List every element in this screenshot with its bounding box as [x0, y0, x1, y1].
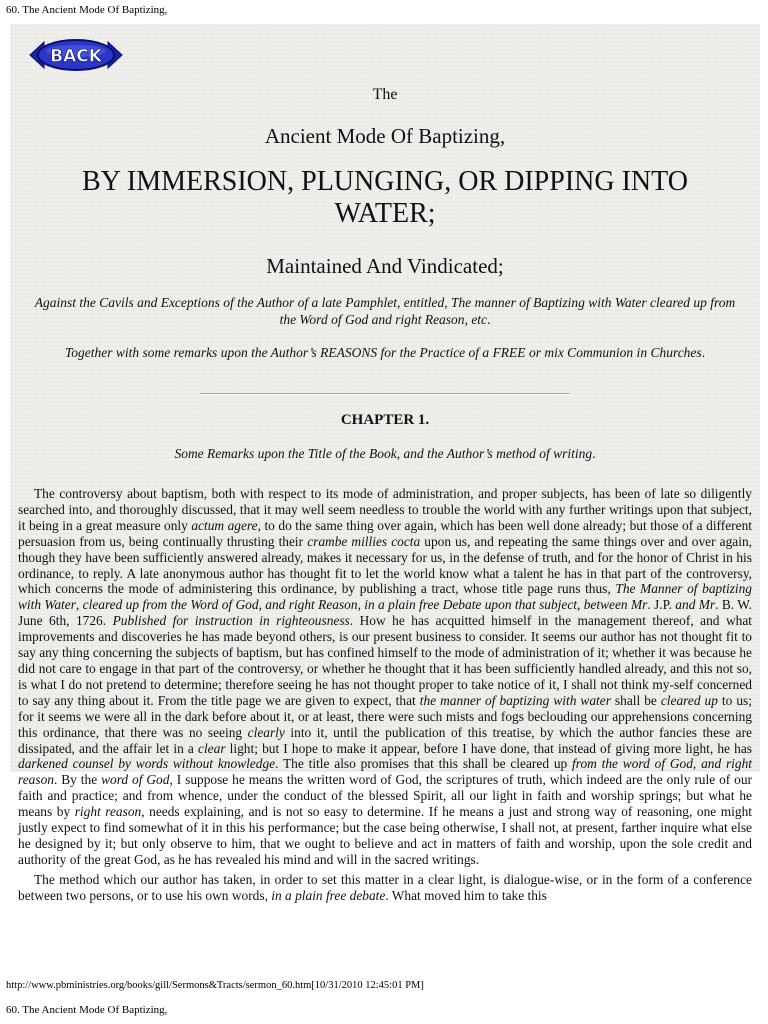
- back-button-label: BACK: [50, 46, 102, 67]
- chapter-subtitle: [10, 446, 760, 462]
- title-immersion: BY IMMERSION, PLUNGING, OR DIPPING INTO WATER;: [82, 166, 688, 229]
- paragraph-2: [18, 872, 752, 904]
- p1-italic: the manner of baptizing with water: [419, 692, 611, 708]
- chapter-heading: CHAPTER 1.: [340, 412, 430, 428]
- against-sep: ,: [464, 312, 472, 327]
- together-text-2: for the Practice of a: [377, 345, 493, 360]
- chapter-remarks-sep: ,: [396, 446, 404, 461]
- p1-text: . The title also promises that this shall be cleared up: [275, 756, 573, 772]
- p1-text: ,: [577, 597, 584, 613]
- p1-italic: Published for instruction in righteousness: [112, 613, 350, 629]
- p1-italic: cleared up from the Word of God: [82, 597, 259, 613]
- together-text-3: or mix Communion in Churches: [525, 345, 702, 360]
- p1-text: ,: [357, 597, 365, 613]
- together-text-1: Together with some remarks upon the Author’s: [64, 345, 321, 360]
- p1-text: to us; for it seems we were all in the dark before about it, or at least, there were such mists and fogs beclouding our apprehensions concerning this ordinance, that there was no seeing: [18, 692, 752, 740]
- paragraph-1: [18, 486, 752, 868]
- p1-text: light; but I hope to make it appear, before I have done, that instead of giving more light, he has: [225, 740, 752, 756]
- against-end: .: [487, 312, 491, 327]
- p1-italic: actum agere: [191, 517, 258, 533]
- body-text: [18, 486, 752, 908]
- p1-italic: clearly: [247, 724, 285, 740]
- page-panel: [10, 24, 760, 903]
- p1-italic: crambe millies cocta: [307, 533, 421, 549]
- against-text-1: Against the Cavils and Exceptions of the Author of a late Pamphlet, entitled,: [34, 295, 452, 310]
- title-maintained: Maintained And Vindicated;: [266, 254, 504, 278]
- against-pamphlet-title: The manner of Baptizing with Water cleared up from the Word of God and right Reason: [279, 295, 736, 327]
- chapter-remarks-1: Some Remarks upon the Title of the Book: [174, 446, 397, 461]
- p1-text: . B. W. June 6th, 1726.: [18, 597, 752, 629]
- p1-text: upon us, and repeating the same things over and over again, though they have been sufficiently answered already, makes it necessary for us, in the defense of truth, and for the honor of Christ in his ordinance, to reply. A late anonymous author has thought fit to let the world know what a talent he has in that part of the controversy, which concerns the mode of administering this ordinance, by publishing a tract, whose title page runs thus,: [18, 533, 752, 597]
- p1-text: ,: [258, 597, 266, 613]
- p1-italic: and Mr: [675, 597, 716, 613]
- print-header: 60. The Ancient Mode Of Baptizing,: [6, 4, 168, 16]
- p1-text: , I suppose he means the written word of God, the scriptures of truth, which indeed are the only rule of our faith and practice; and from whence, under the conduct of the blessed Spirit, all our light in faith and worship springs; but what he means by: [18, 772, 752, 820]
- p1-italic: clear: [198, 740, 226, 756]
- together-free: FREE: [492, 345, 526, 360]
- p1-text: ,: [75, 597, 83, 613]
- p1-italic: and right Reason: [265, 597, 358, 613]
- p1-italic: between Mr: [583, 597, 648, 613]
- p2-text: The method which our author has taken, in order to set this matter in a clear light, is dialogue-wise, or in the form of a conference between two persons, or to use his own words,: [18, 871, 752, 903]
- chapter-remarks-end: .: [592, 446, 596, 461]
- p1-italic: The Manner of baptizing with Water: [18, 581, 752, 613]
- back-button[interactable]: [28, 38, 124, 72]
- p2-italic: in a plain free debate: [271, 887, 386, 903]
- p1-text: , to do the same thing over again, which has been well done already; but those of a different persuasion from us, being continually thrusting their: [18, 517, 752, 549]
- p1-italic: darkened counsel by words without knowledge: [18, 756, 276, 772]
- subtitle-together: [34, 344, 736, 361]
- p1-text: ,: [692, 756, 702, 772]
- subtitle-against: [34, 294, 736, 328]
- p1-italic: from the word of God: [572, 756, 693, 772]
- back-arrow-icon: [28, 38, 124, 72]
- together-reasons: REASONS: [320, 345, 378, 360]
- p1-italic: cleared up: [660, 692, 718, 708]
- title-the: The: [372, 86, 398, 103]
- p1-italic: and right reason: [18, 756, 753, 788]
- p1-text: into it, until the publication of this treatise, by which the author fancies these are dissipated, and the affair let in a: [18, 724, 752, 756]
- horizontal-rule: [200, 393, 570, 395]
- p1-text: , needs explaining, and is not so easy to determine. If he means a just and strong way of reasoning, one might justly expect to find somewhat of it in this his performance; but the case being otherwise, I shall not, at present, farther inquire what else he designed by it; but only observe to him, that we ought to believe and act in matters of faith and worship, upon the sole credit and authority of the great God, as he has revealed his mind and will in the sacred writings.: [18, 804, 752, 867]
- p1-text: . By the: [53, 772, 102, 788]
- p1-text: The controversy about baptism, both with respect to its mode of administration, and proper subjects, has been of late so diligently searched into, and thoroughly discussed, that it may well seem needless to trouble the world with any further writings upon that subject, it being in a great measure only: [18, 486, 752, 533]
- p1-text: . J.P.: [647, 597, 676, 613]
- against-etc: etc: [471, 312, 488, 327]
- p1-italic: word of God: [101, 772, 170, 788]
- p1-text: shall be: [610, 692, 661, 708]
- p1-italic: in a plain free Debate upon that subject: [364, 597, 578, 613]
- footer-url: http://www.pbministries.org/books/gill/Sermons&Tracts/sermon_60.htm[10/31/2010 12:45:01 PM]: [6, 980, 424, 991]
- chapter-remarks-2: and the Author’s method of writing: [403, 446, 593, 461]
- together-end: .: [701, 345, 706, 360]
- footer-title: 60. The Ancient Mode Of Baptizing,: [6, 1004, 168, 1016]
- p1-italic: right reason: [74, 804, 142, 820]
- p1-text: . How he has acquitted himself in the management thereof, and what improvements and discoveries he has made beyond others, is our present business to consider. It seems our author has not thought fit to say any thing concerning the subjects of baptism, but has confined himself to the mode of administration of it; whether it was because he did not care to engage in that part of the controversy, or whether he thought that it has been sufficiently handled already, and this not so, is what I do not pretend to determine; therefore seeing he has not thought proper to take notice of it, I shall not think my-self concerned to say any thing about it. From the title page we are given to expect, that: [18, 613, 752, 708]
- title-ancient-mode: Ancient Mode Of Baptizing,: [264, 124, 506, 148]
- p2-text: . What moved him to take this: [385, 887, 547, 903]
